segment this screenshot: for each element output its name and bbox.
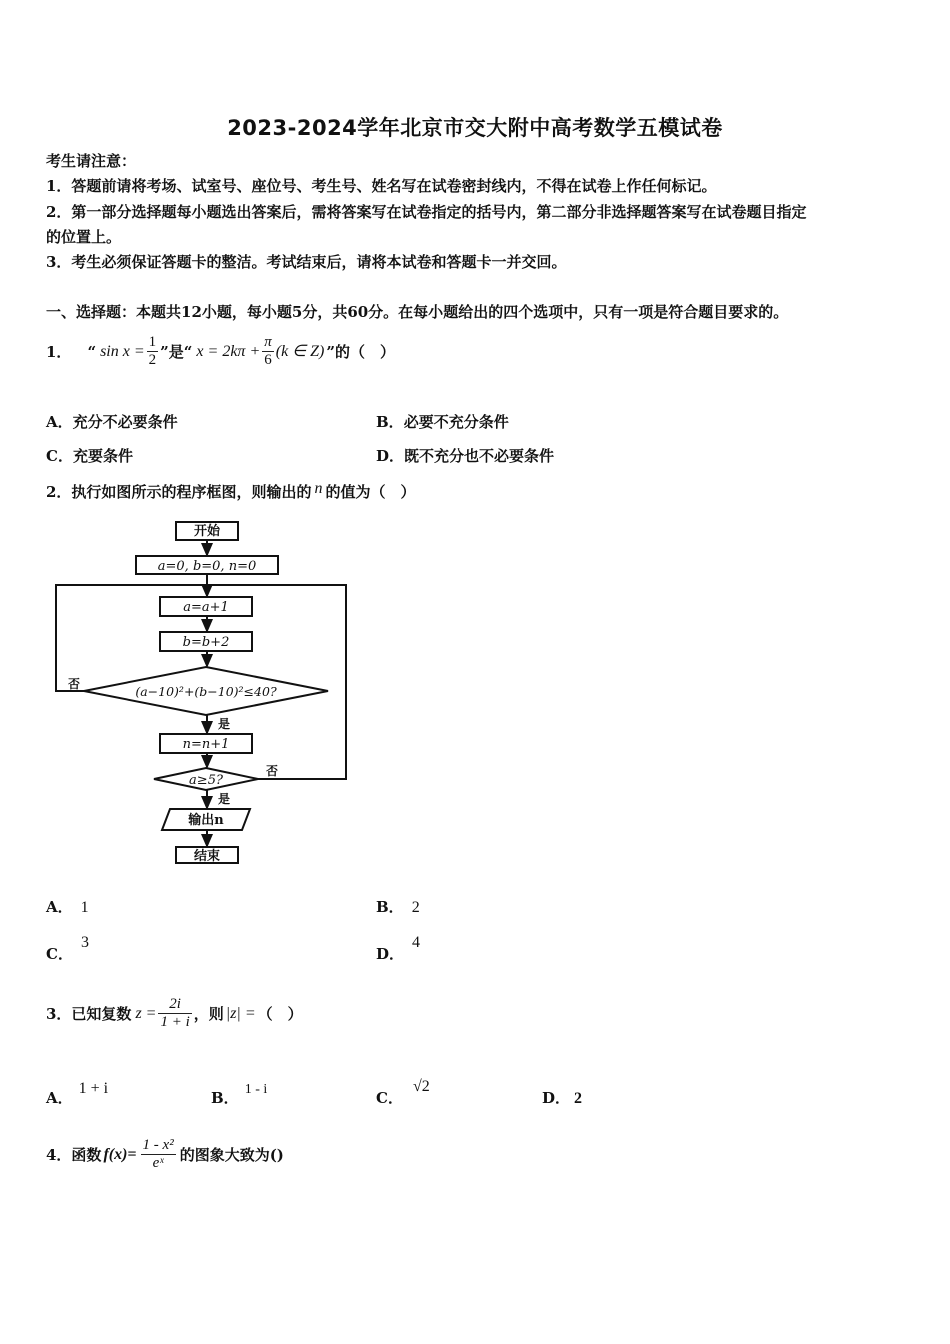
q3-z-equals: z = (135, 1004, 157, 1022)
q3-option-d[interactable] (542, 1087, 582, 1108)
flow-condition2-label: a≥5? (189, 773, 223, 788)
q3-option-a-label: A． (46, 1089, 73, 1107)
q1-frac2-numerator: π (264, 334, 272, 350)
q1-frac1-numerator: 1 (148, 334, 157, 350)
flow-yes-label-1: 是 (218, 717, 231, 731)
q1-option-c-text: 充要条件 (72, 447, 133, 465)
q2-option-a-label: A． (46, 898, 73, 916)
q4-function-name: f(x)= (103, 1145, 137, 1163)
q1-option-a[interactable] (46, 411, 178, 432)
q3-option-c-value: √2 (412, 1078, 430, 1095)
q1-option-c-label: C． (46, 447, 73, 465)
q3-option-d-label: D． (542, 1089, 571, 1107)
q1-mid-text: ”是“ (160, 342, 193, 361)
flow-no-label-2: 否 (266, 764, 279, 778)
flowchart (50, 515, 360, 870)
flow-yes-label-2: 是 (218, 792, 231, 806)
q1-option-d[interactable] (376, 445, 554, 466)
q2-option-c-label: C． (46, 945, 73, 963)
flow-step3-label: n=n+1 (182, 737, 230, 752)
flow-output-label: 输出n (188, 813, 224, 828)
flow-no-label-1: 否 (68, 677, 81, 691)
q4-frac-numerator: 1 - x² (142, 1137, 174, 1153)
q3-frac-denominator: 1 + i (160, 1014, 190, 1030)
flow-step2-label: b=b+2 (182, 635, 230, 650)
q4-prefix: 4．函数 (46, 1145, 102, 1164)
q3-option-c-label: C． (376, 1089, 403, 1107)
q1-number: 1． (46, 342, 72, 361)
notice-item-2-cont: 的位置上。 (46, 228, 122, 246)
q3-option-a-value: 1 + i (78, 1080, 109, 1097)
q1-tail: ”的（ ） (326, 342, 395, 361)
question-1 (46, 334, 395, 369)
flow-step1-label: a=a+1 (183, 600, 229, 615)
q2-option-d[interactable] (376, 934, 421, 964)
q2-variable-n: n (314, 480, 323, 497)
question-4 (46, 1137, 284, 1172)
q3-option-b[interactable] (211, 1082, 268, 1108)
q1-option-d-text: 既不充分也不必要条件 (404, 447, 555, 465)
q1-option-a-label: A． (46, 413, 73, 431)
flow-end-label: 结束 (193, 849, 221, 864)
q3-frac-numerator: 2i (158, 996, 191, 1014)
q2-prefix: 2．执行如图所示的程序框图，则输出的 (46, 483, 312, 501)
q2-option-b-value: 2 (411, 899, 420, 916)
q2-suffix: 的值为（ ） (325, 483, 416, 501)
q1-option-b-label: B． (376, 413, 404, 431)
question-2 (46, 479, 415, 502)
q3-abs-z: |z| = (225, 1004, 256, 1022)
q2-option-b[interactable] (376, 896, 420, 917)
q1-condition-1: sin x = (100, 342, 145, 360)
page-title: 2023-2024学年北京市交大附中高考数学五模试卷 (227, 116, 723, 140)
flow-init-label: a=0, b=0, n=0 (157, 559, 257, 574)
q4-fraction (141, 1137, 176, 1172)
q3-tail: （ ） (257, 1004, 303, 1023)
q1-option-b-text: 必要不充分条件 (403, 413, 509, 431)
notice-item-1: 1．答题前请将考场、试室号、座位号、考生号、姓名写在试卷密封线内，不得在试卷上作任何标记。 (46, 177, 717, 195)
q1-option-c[interactable] (46, 445, 133, 466)
q3-option-a[interactable] (46, 1080, 109, 1108)
q1-condition-2: x = 2kπ + (196, 342, 261, 360)
q3-fraction (158, 996, 191, 1031)
q3-option-c[interactable] (376, 1078, 430, 1108)
flow-condition-label: (a−10)²+(b−10)²≤40? (135, 684, 277, 699)
q3-option-b-label: B． (211, 1089, 239, 1107)
q1-fraction-half (147, 334, 159, 369)
q2-option-c-value: 3 (80, 934, 89, 951)
q1-option-d-label: D． (376, 447, 405, 465)
q1-condition-2-tail: (k ∈ Z) (275, 342, 325, 360)
q3-option-d-value: 2 (574, 1090, 583, 1107)
q3-comma: ，则 (193, 1004, 224, 1023)
q1-fraction-pi (262, 334, 274, 369)
q2-option-b-label: B． (376, 898, 404, 916)
q1-quote-open: “ (87, 342, 97, 361)
q3-prefix: 3．已知复数 (46, 1004, 132, 1023)
notice-item-2: 2．第一部分选择题每小题选出答案后，需将答案写在试卷指定的括号内，第二部分非选择题答案写在试卷题目指定 (46, 203, 807, 221)
q1-frac2-denominator: 6 (264, 352, 272, 368)
q1-option-a-text: 充分不必要条件 (72, 413, 178, 431)
q3-option-b-value: 1 - i (244, 1082, 268, 1097)
flow-start-label: 开始 (193, 524, 221, 539)
q2-option-a[interactable] (46, 896, 89, 917)
notice-item-3: 3．考生必须保证答题卡的整洁。考试结束后，请将本试卷和答题卡一并交回。 (46, 253, 567, 271)
q4-frac-denominator: eˣ (152, 1155, 164, 1171)
question-3 (46, 996, 303, 1031)
q2-option-d-value: 4 (412, 934, 421, 951)
section-heading: 一、选择题：本题共12小题，每小题5分，共60分。在每小题给出的四个选项中，只有一项是符合题目要求的。 (46, 303, 789, 321)
q4-tail: 的图象大致为() (179, 1145, 284, 1164)
q1-option-b[interactable] (376, 411, 509, 432)
q2-option-d-label: D． (376, 945, 405, 963)
q2-option-a-value: 1 (80, 899, 89, 916)
q2-option-c[interactable] (46, 934, 89, 964)
notice-heading: 考生请注意： (46, 152, 137, 170)
q1-frac1-denominator: 2 (148, 352, 157, 368)
